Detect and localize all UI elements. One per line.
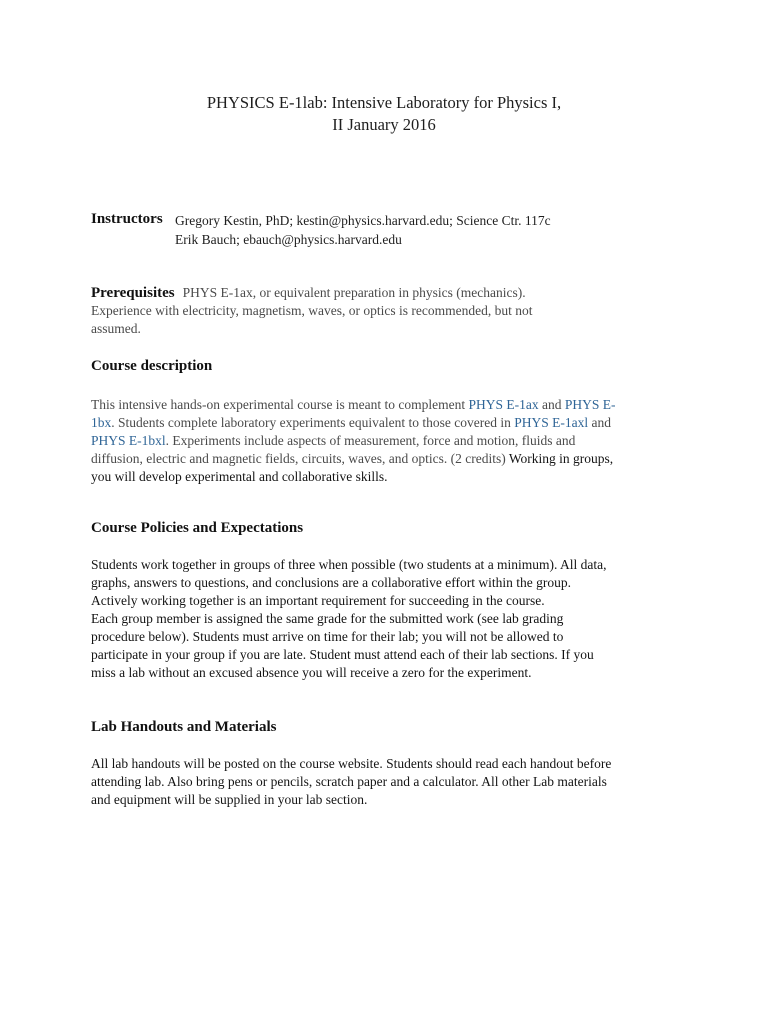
- link-phys-e-1bxl[interactable]: PHYS E-1bxl: [91, 433, 166, 448]
- policies-paragraph: [91, 556, 607, 682]
- instructor-kestin: Gregory Kestin, PhD; kestin@physics.harvard.edu; Science Ctr. 117c: [175, 213, 551, 228]
- instructors-list: [175, 211, 551, 249]
- document-title: [0, 92, 768, 136]
- link-phys-e-1bx[interactable]: PHYS E-: [564, 397, 616, 412]
- paragraph-line: participate in your group if you are late. Student must attend each of their lab sections. If you: [91, 647, 594, 662]
- instructors-label: Instructors: [91, 211, 163, 227]
- paragraph-text: you will develop experimental and collaborative skills.: [91, 469, 388, 484]
- prerequisites-text-line: assumed.: [91, 321, 141, 336]
- paragraph-line: Students work together in groups of three when possible (two students at a minimum). All data,: [91, 557, 607, 572]
- paragraph-line: miss a lab without an excused absence you will receive a zero for the experiment.: [91, 665, 532, 680]
- prerequisites-text-line: PHYS E-1ax, or equivalent preparation in physics (mechanics).: [182, 285, 526, 300]
- link-phys-e-1axl[interactable]: PHYS E-1axl: [514, 415, 589, 430]
- title-line-1: PHYSICS E-1lab: Intensive Laboratory for Physics I,: [206, 93, 562, 112]
- instructor-bauch: Erik Bauch; ebauch@physics.harvard.edu: [175, 232, 402, 247]
- course-description-paragraph: [91, 396, 616, 486]
- paragraph-line: All lab handouts will be posted on the course website. Students should read each handout before: [91, 756, 612, 771]
- prerequisites-section: [91, 284, 533, 338]
- paragraph-text: Working in groups,: [508, 451, 614, 466]
- title-line-2: II January 2016: [332, 115, 436, 134]
- paragraph-text: . Students complete laboratory experiments equivalent to those covered in: [111, 415, 515, 430]
- paragraph-text: and: [588, 415, 612, 430]
- paragraph-line: Actively working together is an important requirement for succeeding in the course.: [91, 593, 545, 608]
- paragraph-line: procedure below). Students must arrive on time for their lab; you will not be allowed to: [91, 629, 564, 644]
- paragraph-text: diffusion, electric and magnetic fields, circuits, waves, and optics. (2 credits): [91, 451, 509, 466]
- prerequisites-text-line: Experience with electricity, magnetism, waves, or optics is recommended, but not: [91, 303, 533, 318]
- paragraph-line: attending lab. Also bring pens or pencils, scratch paper and a calculator. All other Lab materials: [91, 774, 607, 789]
- paragraph-text: and: [538, 397, 565, 412]
- paragraph-line: and equipment will be supplied in your lab section.: [91, 792, 368, 807]
- paragraph-line: graphs, answers to questions, and conclusions are a collaborative effort within the group.: [91, 575, 572, 590]
- link-phys-e-1bx[interactable]: 1bx: [91, 415, 112, 430]
- link-phys-e-1ax[interactable]: PHYS E-1ax: [468, 397, 539, 412]
- handouts-heading: Lab Handouts and Materials: [91, 719, 277, 735]
- paragraph-text: This intensive hands-on experimental course is meant to complement: [91, 397, 469, 412]
- handouts-paragraph: [91, 755, 611, 809]
- paragraph-text: . Experiments include aspects of measurement, force and motion, fluids and: [165, 433, 576, 448]
- prerequisites-label: Prerequisites: [91, 285, 175, 301]
- policies-heading: Course Policies and Expectations: [91, 520, 304, 536]
- paragraph-line: Each group member is assigned the same grade for the submitted work (see lab grading: [91, 611, 564, 626]
- course-description-heading: Course description: [91, 358, 213, 374]
